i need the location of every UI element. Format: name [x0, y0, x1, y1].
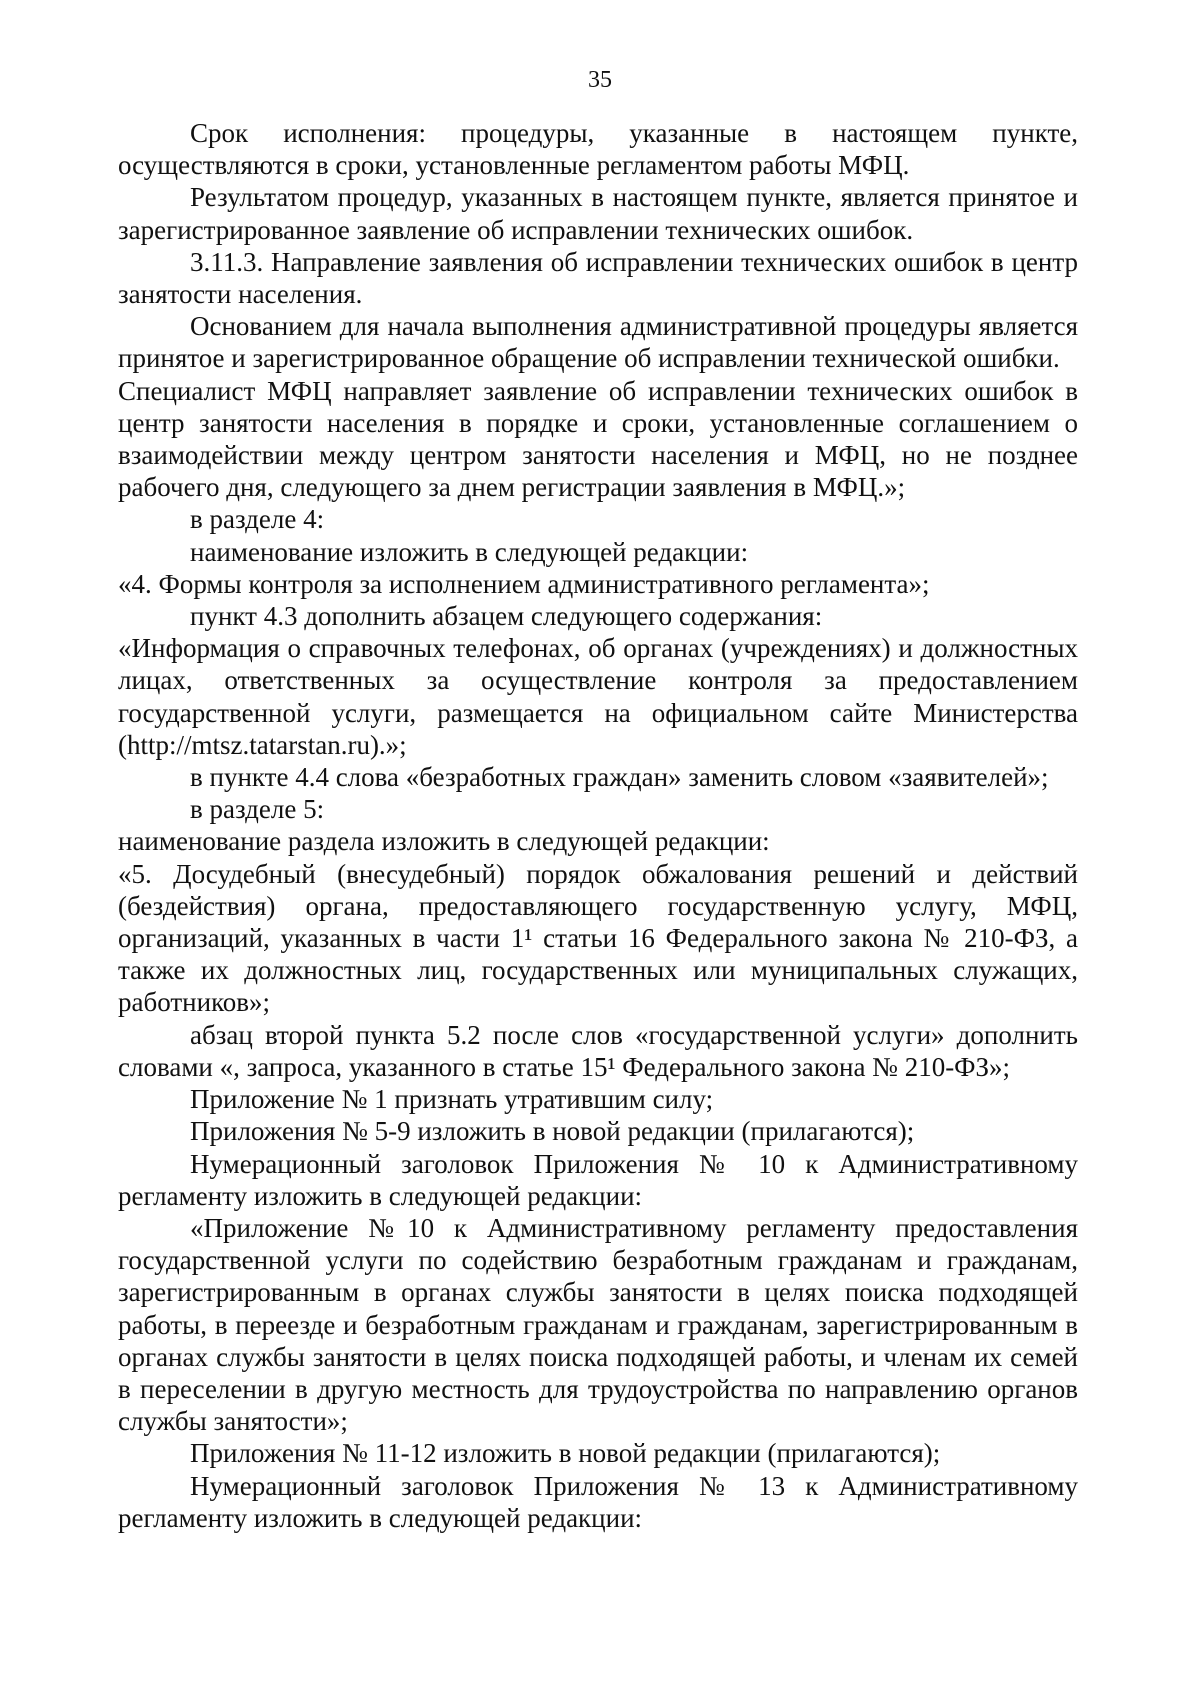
paragraph: Срок исполнения: процедуры, указанные в настоящем пункте, осуществляются в сроки, установленные регламентом работы МФЦ. — [118, 118, 1078, 181]
paragraph: Результатом процедур, указанных в настоящем пункте, является принятое и зарегистрированное заявление об исправлении технических ошибок. — [118, 182, 1078, 245]
paragraph: в пункте 4.4 слова «безработных граждан» заменить словом «заявителей»; — [190, 762, 1049, 793]
paragraph: в разделе 5: — [190, 794, 325, 825]
paragraph: «5. Досудебный (внесудебный) порядок обжалования решений и действий (бездействия) органа, предоставляющего государственную услугу, МФЦ, организаций, указанных в части 1¹ статьи 16 Федерального закона № 210-ФЗ, а также их должностных лиц, государственных или муниципальных служащих, работников»; — [118, 858, 1078, 1018]
paragraph: Специалист МФЦ направляет заявление об исправлении технических ошибок в центр занятости населения в порядке и сроки, установленные соглашением о взаимодействии между центром занятости населения и МФЦ, но не позднее рабочего дня, следующего за днем регистрации заявления в МФЦ.»; — [118, 375, 1078, 503]
paragraph: Основанием для начала выполнения административной процедуры является принятое и зарегистрированное обращение об исправлении технической ошибки. — [118, 311, 1078, 374]
paragraph: абзац второй пункта 5.2 после слов «государственной услуги» дополнить словами «, запроса, указанного в статье 15¹ Федерального закона № 210-ФЗ»; — [118, 1019, 1078, 1082]
paragraph: «Информация о справочных телефонах, об органах (учреждениях) и должностных лицах, ответственных за осуществление контроля за предоставлением государственной услуги, размещается на официальном сайте Министерства (http://mtsz.tatarstan.ru).»; — [118, 633, 1078, 760]
paragraph-heading: 3.11.3. Направление заявления об исправлении технических ошибок в центр занятости населения. — [118, 246, 1078, 310]
paragraph: Приложение № 1 признать утратившим силу; — [190, 1084, 714, 1115]
paragraph: «4. Формы контроля за исполнением административного регламента»; — [118, 568, 930, 599]
paragraph: «Приложение №10 к Административному регламенту предоставления государственной услуги по содействию безработным гражданам и гражданам, зарегистрированным в органах службы занятости в целях поиска подходящей работы, в переезде и безработным гражданам и гражданам, зарегистрированным в органах службы занятости в целях поиска подходящей работы, и членам их семей в переселении в другую местность для трудоустройства по направлению органов службы занятости»; — [118, 1212, 1078, 1437]
paragraph: Нумерационный заголовок Приложения № 13 к Административному регламенту изложить в следующей редакции: — [118, 1470, 1078, 1533]
paragraph: Приложения № 5-9 изложить в новой редакции (прилагаются); — [190, 1116, 915, 1147]
paragraph: в разделе 4: — [190, 504, 325, 535]
paragraph: Приложения № 11-12 изложить в новой редакции (прилагаются); — [190, 1438, 941, 1469]
document-body — [118, 117, 1078, 1534]
page-number: 35 — [588, 67, 612, 93]
paragraph: наименование изложить в следующей редакции: — [190, 536, 749, 567]
paragraph: Нумерационный заголовок Приложения № 10 к Административному регламенту изложить в следующей редакции: — [118, 1148, 1078, 1211]
paragraph: пункт 4.3 дополнить абзацем следующего содержания: — [190, 601, 823, 632]
paragraph: наименование раздела изложить в следующей редакции: — [118, 826, 770, 857]
